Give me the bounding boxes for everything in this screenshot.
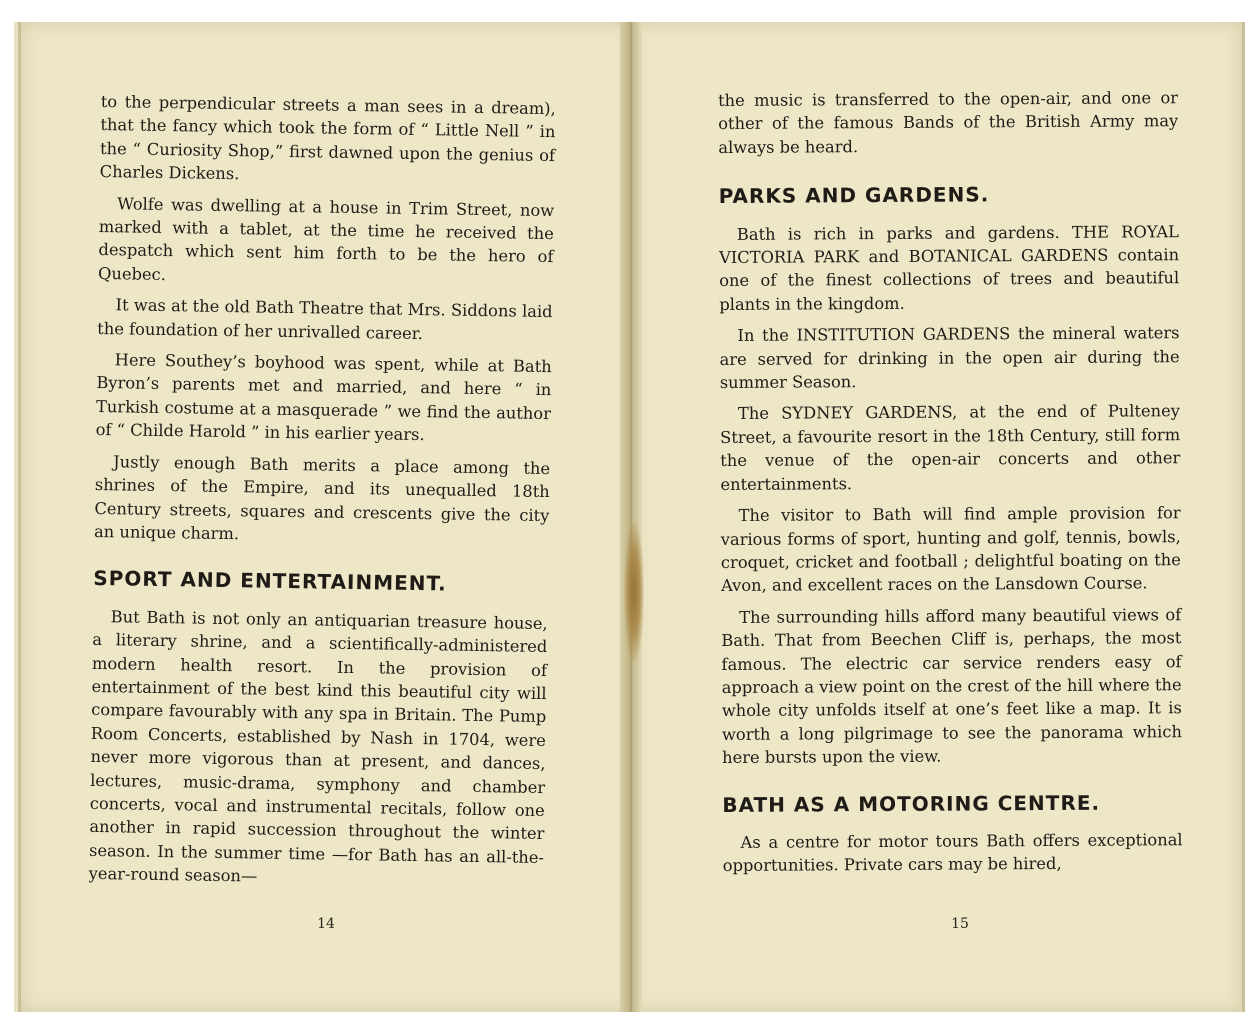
heading-sport-entertainment: SPORT AND ENTERTAINMENT. (93, 566, 447, 596)
page-number-right: 15 (951, 916, 969, 932)
left-page-text (88, 90, 556, 901)
paragraph-southey: Here Southey’s boyhood was spent, while at Bath Byron’s parents met and married, and here “ in Turkish costume at a masquerade ” we find the author of “ Childe Harold ” in his earlier years. (95, 350, 552, 445)
heading-motoring-centre: BATH AS A MOTORING CENTRE. (722, 790, 1101, 817)
page-number-left: 14 (317, 916, 335, 932)
paragraph-motor-tours: As a centre for motor tours Bath offers exceptional opportunities. Private cars may be hired, (722, 830, 1183, 876)
paragraph-open-air-music: the music is transferred to the open-air, and one or other of the famous Bands of the British Army may always be heard. (718, 88, 1179, 157)
right-page-text (718, 86, 1183, 886)
heading-parks-gardens: PARKS AND GARDENS. (718, 182, 990, 209)
binding-gutter (620, 22, 642, 1012)
glue-stain (624, 522, 644, 662)
paragraph-wolfe: Wolfe was dwelling at a house in Trim Street, now marked with a tablet, at the time he received the despatch which sent him forth to be the hero of Quebec. (97, 193, 555, 284)
left-page (18, 22, 633, 1012)
right-page (632, 22, 1245, 1012)
booklet-spread (14, 22, 1244, 1012)
paragraph-entertainment: But Bath is not only an antiquarian treasure house, a literary shrine, and a scientifically-administered modern health resort. In the provision of entertainment of the best kind this beautiful city will compare favourably with any spa in Britain. The Pump Room Concerts, established by Nash in 1704, were never more vigorous than at present, and dances, lectures, music-drama, symphony and chamber concerts, vocal and instrumental recitals, follow one another in rapid succession throughout the winter season. In the summer time —for Bath has an all-the-year-round season— (88, 606, 548, 886)
paragraph-royal-victoria-park: Bath is rich in parks and gardens. THE ROYAL VICTORIA PARK and BOTANICAL GARDENS contain one of the finest collections of trees and beautiful plants in the kingdom. (718, 221, 1180, 314)
paragraph-sydney-gardens: The SYDNEY GARDENS, at the end of Pulteney Street, a favourite resort in the 18th Century, still form the venue of the open-air concerts and other entertainments. (720, 401, 1181, 494)
paragraph-institution-gardens: In the INSTITUTION GARDENS the mineral waters are served for drinking in the open air during the summer Season. (719, 323, 1180, 393)
paragraph-dickens: to the perpendicular streets a man sees in a dream), that the fancy which took the form of “ Little Nell ” in the “ Curiosity Shop,” first dawned upon the genius of Charles Dickens. (99, 91, 556, 184)
paragraph-surrounding-hills: The surrounding hills afford many beautiful views of Bath. That from Beechen Cliff is, perhaps, the most famous. The electric car service renders easy of approach a view point on the crest of the hill where the whole city unfolds itself at one’s feet like a map. It is worth a long pilgrimage to see the panorama which here bursts upon the view. (721, 604, 1182, 768)
paragraph-siddons: It was at the old Bath Theatre that Mrs. Siddons laid the foundation of her unrivalled career. (97, 295, 553, 343)
paragraph-sport-provision: The visitor to Bath will find ample provision for various forms of sport, hunting and golf, tennis, bowls, croquet, cricket and football ; delightful boating on the Avon, and excellent races on the Lansdown Course. (720, 503, 1181, 596)
paragraph-empire: Justly enough Bath merits a place among the shrines of the Empire, and its unequalled 18th Century streets, squares and crescents give the city an unique charm. (93, 451, 551, 544)
